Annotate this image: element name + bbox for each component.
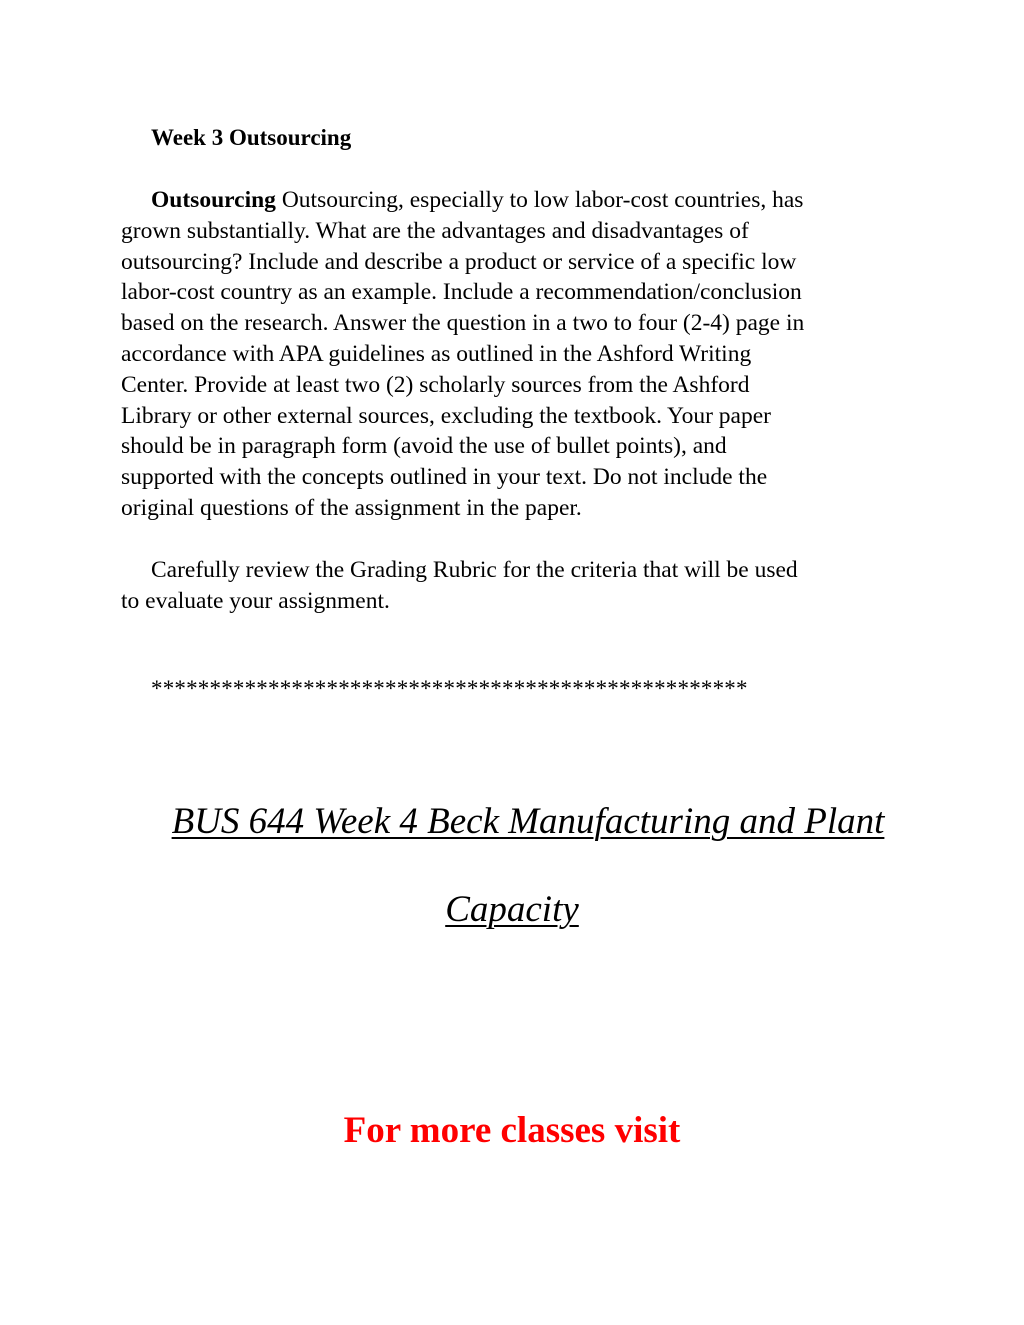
paragraph-line xyxy=(121,185,911,216)
paragraph-line-text: Outsourcing, especially to low labor-cost countries, has xyxy=(275,187,804,213)
paragraph-line: accordance with APA guidelines as outlined in the Ashford Writing xyxy=(121,340,752,367)
paragraph-line: labor-cost country as an example. Include a recommendation/conclusion xyxy=(121,279,802,306)
paragraph-lead: Outsourcing xyxy=(151,187,276,213)
promo-text: For more classes visit xyxy=(343,1110,681,1151)
paragraph-line: should be in paragraph form (avoid the use of bullet points), and xyxy=(121,433,727,460)
paragraph-line: supported with the concepts outlined in your text. Do not include the xyxy=(121,464,768,491)
course-title-line-2 xyxy=(0,888,1024,932)
paragraph-line: Library or other external sources, excluding the textbook. Your paper xyxy=(121,402,771,429)
course-title-line-1 xyxy=(0,800,1024,844)
paragraph-line: Center. Provide at least two (2) scholarly sources from the Ashford xyxy=(121,371,750,398)
rubric-paragraph xyxy=(121,555,911,617)
paragraph-line: grown substantially. What are the advantages and disadvantages of xyxy=(121,217,749,244)
section-heading: Week 3 Outsourcing xyxy=(151,125,352,150)
paragraph-line: based on the research. Answer the question in a two to four (2-4) page in xyxy=(121,310,805,337)
paragraph-line: to evaluate your assignment. xyxy=(121,587,390,614)
assignment-paragraph xyxy=(121,185,911,524)
paragraph-line: outsourcing? Include and describe a product or service of a specific low xyxy=(121,248,797,275)
course-title-text: Capacity xyxy=(445,889,579,930)
paragraph-line: Carefully review the Grading Rubric for the criteria that will be used xyxy=(151,557,798,583)
paragraph-line: original questions of the assignment in the paper. xyxy=(121,494,582,521)
course-title-text: BUS 644 Week 4 Beck Manufacturing and Plant xyxy=(171,801,885,842)
separator-asterisks: *************************************************** xyxy=(151,676,748,701)
